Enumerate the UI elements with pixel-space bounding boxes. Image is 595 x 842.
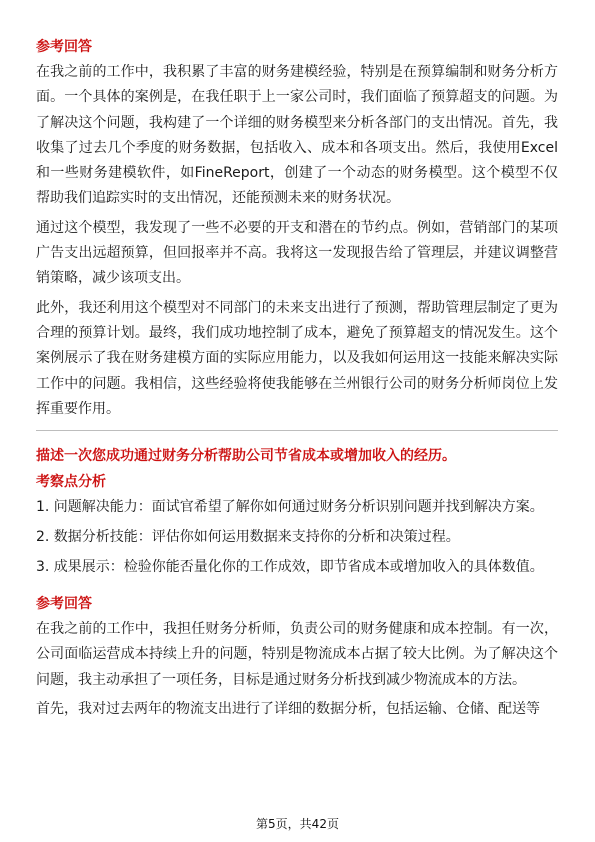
reference-answer-heading: 参考回答: [36, 39, 92, 55]
analysis-item: 1. 问题解决能力：面试官希望了解你如何通过财务分析识别问题并找到解决方案。: [36, 499, 544, 516]
analysis-item: 3. 成果展示：检验你能否量化你的工作成效，即节省成本或增加收入的具体数值。: [36, 559, 544, 576]
answer-paragraph: 在我之前的工作中，我担任财务分析师，负责公司的财务健康和成本控制。有一次，公司面临运营成本持续上升的问题，特别是物流成本占据了较大比例。为了解决这个问题，我主动承担了一项任务，目标是通过财务分析找到减少物流成本的方法。: [36, 621, 558, 688]
answer-paragraph: 首先，我对过去两年的物流支出进行了详细的数据分析，包括运输、仓储、配送等: [36, 701, 540, 718]
answer-paragraph: 在我之前的工作中，我积累了丰富的财务建模经验，特别是在预算编制和财务分析方面。一个具体的案例是，在我任职于上一家公司时，我们面临了预算超支的问题。为了解决这个问题，我构建了一个详细的财务模型来分析各部门的支出情况。首先，我收集了过去几个季度的财务数据，包括收入、成本和各项支出。然后，我使用Excel和一些财务建模软件，如FineReport，创建了一个动态的财务模型。这个模型不仅帮助我们追踪实时的支出情况，还能预测未来的财务状况。: [36, 64, 558, 207]
answer-paragraph: 此外，我还利用这个模型对不同部门的未来支出进行了预测，帮助管理层制定了更为合理的预算计划。最终，我们成功地控制了成本，避免了预算超支的情况发生。这个案例展示了我在财务建模方面的实际应用能力，以及我如何运用这一技能来解决实际工作中的问题。我相信，这些经验将使我能够在兰州银行公司的财务分析师岗位上发挥重要作用。: [36, 299, 558, 417]
document-body: [36, 36, 558, 726]
analysis-item: 2. 数据分析技能：评估你如何运用数据来支持你的分析和决策过程。: [36, 529, 460, 546]
section-divider: [36, 430, 558, 431]
analysis-heading: 考察点分析: [36, 474, 106, 491]
interview-question: 描述一次您成功通过财务分析帮助公司节省成本或增加收入的经历。: [36, 448, 456, 465]
answer-paragraph: 通过这个模型，我发现了一些不必要的开支和潜在的节约点。例如，营销部门的某项广告支出远超预算，但回报率并不高。我将这一发现报告给了管理层，并建议调整营销策略，减少该项支出。: [36, 219, 558, 287]
reference-answer-heading: 参考回答: [36, 596, 92, 613]
page-number: 第5页，共42页: [256, 817, 339, 831]
